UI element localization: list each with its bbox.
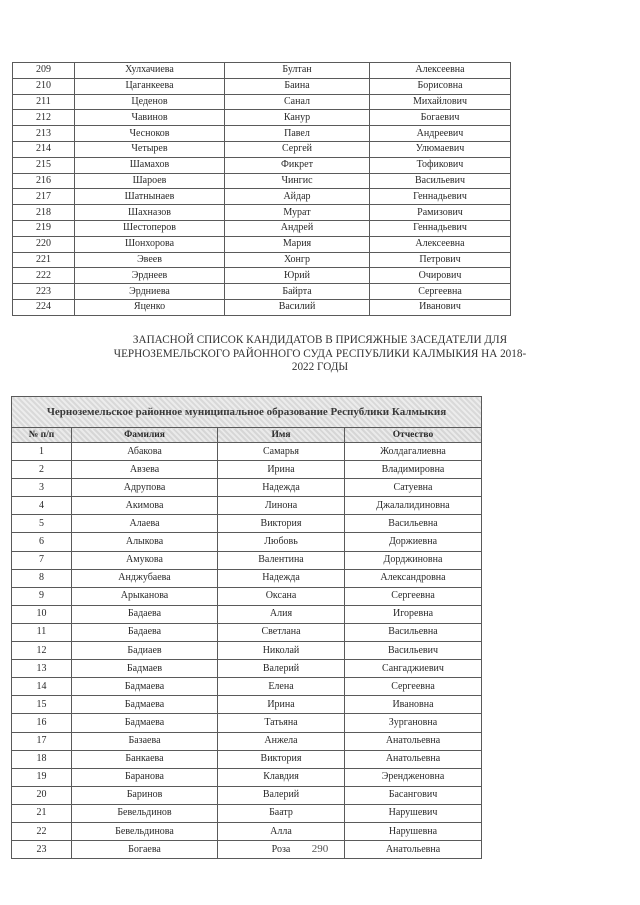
row-number-cell: 211	[13, 94, 75, 110]
surname-cell: Анджубаева	[72, 569, 218, 587]
table-row	[13, 236, 511, 252]
patronymic-cell: Зургановна	[345, 714, 482, 732]
table-row	[13, 126, 511, 142]
first-name-cell: Алия	[218, 605, 345, 623]
row-number-cell: 216	[13, 173, 75, 189]
first-name-cell: Байрта	[225, 284, 370, 300]
patronymic-cell: Нарушевна	[345, 822, 482, 840]
row-number-cell: 215	[13, 157, 75, 173]
patronymic-cell: Михайлович	[370, 94, 511, 110]
surname-cell: Богаева	[72, 841, 218, 859]
table-row	[13, 284, 511, 300]
row-number-cell: 213	[13, 126, 75, 142]
table-row	[13, 173, 511, 189]
page-number: 290	[311, 843, 329, 855]
row-number-cell: 3	[12, 479, 72, 497]
surname-cell: Чавинов	[75, 110, 225, 126]
first-name-cell: Чингис	[225, 173, 370, 189]
row-number-cell: 223	[13, 284, 75, 300]
first-name-cell: Надежда	[218, 479, 345, 497]
candidates-table-body	[13, 63, 511, 316]
table-row	[13, 268, 511, 284]
row-number-cell: 17	[12, 732, 72, 750]
row-number-cell: 16	[12, 714, 72, 732]
table-row	[12, 714, 482, 732]
patronymic-cell: Ивановна	[345, 696, 482, 714]
row-number-cell: 7	[12, 551, 72, 569]
table-row	[12, 443, 482, 461]
surname-cell: Шахназов	[75, 205, 225, 221]
patronymic-cell: Рамизович	[370, 205, 511, 221]
first-name-cell: Надежда	[218, 569, 345, 587]
first-name-cell: Баина	[225, 78, 370, 94]
patronymic-cell: Геннадьевич	[370, 220, 511, 236]
surname-cell: Бадмаева	[72, 714, 218, 732]
table-row	[13, 157, 511, 173]
first-name-cell: Фикрет	[225, 157, 370, 173]
first-name-cell: Елена	[218, 678, 345, 696]
surname-cell: Акимова	[72, 497, 218, 515]
first-name-cell: Виктория	[218, 515, 345, 533]
row-number-cell: 212	[13, 110, 75, 126]
surname-cell: Амукова	[72, 551, 218, 569]
patronymic-cell: Алексеевна	[370, 236, 511, 252]
patronymic-cell: Андреевич	[370, 126, 511, 142]
col-header-number: № п/п	[12, 428, 72, 443]
surname-cell: Хулхачиева	[75, 63, 225, 79]
surname-cell: Бадаева	[72, 605, 218, 623]
table-row	[12, 750, 482, 768]
patronymic-cell: Сергеевна	[370, 284, 511, 300]
municipality-banner-row	[12, 397, 482, 428]
surname-cell: Бадиаев	[72, 642, 218, 660]
row-number-cell: 217	[13, 189, 75, 205]
surname-cell: Шамахов	[75, 157, 225, 173]
heading-line-1: ЗАПАСНОЙ СПИСОК КАНДИДАТОВ В ПРИСЯЖНЫЕ ЗАСЕДАТЕЛИ ДЛЯ	[132, 334, 508, 346]
surname-cell: Шестоперов	[75, 220, 225, 236]
table-row	[13, 220, 511, 236]
row-number-cell: 218	[13, 205, 75, 221]
first-name-cell: Самарья	[218, 443, 345, 461]
surname-cell: Эрдниева	[75, 284, 225, 300]
surname-cell: Цеденов	[75, 94, 225, 110]
table-row	[12, 822, 482, 840]
patronymic-cell: Сатуевна	[345, 479, 482, 497]
table-row	[13, 205, 511, 221]
surname-cell: Цаганкеева	[75, 78, 225, 94]
row-number-cell: 214	[13, 141, 75, 157]
patronymic-cell: Анатольевна	[345, 732, 482, 750]
first-name-cell: Валентина	[218, 551, 345, 569]
table-row	[12, 732, 482, 750]
table-row	[13, 94, 511, 110]
row-number-cell: 210	[13, 78, 75, 94]
table-row	[12, 768, 482, 786]
surname-cell: Алыкова	[72, 533, 218, 551]
first-name-cell: Санал	[225, 94, 370, 110]
surname-cell: Банкаева	[72, 750, 218, 768]
patronymic-cell: Анатольевна	[345, 750, 482, 768]
row-number-cell: 221	[13, 252, 75, 268]
patronymic-cell: Петрович	[370, 252, 511, 268]
table-row	[12, 804, 482, 822]
surname-cell: Яценко	[75, 299, 225, 315]
first-name-cell: Виктория	[218, 750, 345, 768]
first-name-cell: Бултан	[225, 63, 370, 79]
row-number-cell: 13	[12, 660, 72, 678]
surname-cell: Бадаева	[72, 623, 218, 641]
patronymic-cell: Басангович	[345, 786, 482, 804]
patronymic-cell: Геннадьевич	[370, 189, 511, 205]
first-name-cell: Павел	[225, 126, 370, 142]
table-row	[12, 660, 482, 678]
row-number-cell: 2	[12, 461, 72, 479]
row-number-cell: 224	[13, 299, 75, 315]
row-number-cell: 22	[12, 822, 72, 840]
surname-cell: Баринов	[72, 786, 218, 804]
patronymic-cell: Васильевна	[345, 623, 482, 641]
surname-cell: Адрупова	[72, 479, 218, 497]
patronymic-cell: Васильевич	[370, 173, 511, 189]
table-row	[12, 533, 482, 551]
patronymic-cell: Жолдагалиевна	[345, 443, 482, 461]
patronymic-cell: Иванович	[370, 299, 511, 315]
first-name-cell: Линона	[218, 497, 345, 515]
row-number-cell: 6	[12, 533, 72, 551]
first-name-cell: Сергей	[225, 141, 370, 157]
row-number-cell: 4	[12, 497, 72, 515]
first-name-cell: Мурат	[225, 205, 370, 221]
patronymic-cell: Сангаджиевич	[345, 660, 482, 678]
reserve-list-heading	[0, 334, 640, 375]
table-row	[12, 569, 482, 587]
table-row	[12, 642, 482, 660]
row-number-cell: 219	[13, 220, 75, 236]
table-row	[12, 605, 482, 623]
surname-cell: Бевельдинова	[72, 822, 218, 840]
patronymic-cell: Очирович	[370, 268, 511, 284]
patronymic-cell: Доржиевна	[345, 533, 482, 551]
patronymic-cell: Эрендженовна	[345, 768, 482, 786]
row-number-cell: 11	[12, 623, 72, 641]
surname-cell: Эвеев	[75, 252, 225, 268]
table-row	[13, 252, 511, 268]
patronymic-cell: Улюмаевич	[370, 141, 511, 157]
first-name-cell: Ирина	[218, 461, 345, 479]
first-name-cell: Мария	[225, 236, 370, 252]
surname-cell: Алаева	[72, 515, 218, 533]
row-number-cell: 20	[12, 786, 72, 804]
table-row	[12, 623, 482, 641]
row-number-cell: 5	[12, 515, 72, 533]
table-row	[13, 189, 511, 205]
row-number-cell: 9	[12, 587, 72, 605]
first-name-cell: Валерий	[218, 660, 345, 678]
table-row	[13, 110, 511, 126]
first-name-cell: Андрей	[225, 220, 370, 236]
reserve-table-body	[12, 443, 482, 859]
surname-cell: Арыканова	[72, 587, 218, 605]
row-number-cell: 222	[13, 268, 75, 284]
first-name-cell: Баатр	[218, 804, 345, 822]
row-number-cell: 14	[12, 678, 72, 696]
first-name-cell: Василий	[225, 299, 370, 315]
table-row	[12, 696, 482, 714]
patronymic-cell: Борисовна	[370, 78, 511, 94]
surname-cell: Бадмаева	[72, 696, 218, 714]
row-number-cell: 21	[12, 804, 72, 822]
patronymic-cell: Нарушевич	[345, 804, 482, 822]
patronymic-cell: Сергеевна	[345, 678, 482, 696]
patronymic-cell: Джалалидиновна	[345, 497, 482, 515]
table-row	[13, 299, 511, 315]
surname-cell: Четырев	[75, 141, 225, 157]
first-name-cell: Любовь	[218, 533, 345, 551]
surname-cell: Баранова	[72, 768, 218, 786]
patronymic-cell: Тофикович	[370, 157, 511, 173]
table-row	[13, 141, 511, 157]
surname-cell: Шароев	[75, 173, 225, 189]
first-name-cell: Роза	[218, 841, 345, 859]
patronymic-cell: Игоревна	[345, 605, 482, 623]
table-row	[12, 551, 482, 569]
first-name-cell: Клавдия	[218, 768, 345, 786]
patronymic-cell: Владимировна	[345, 461, 482, 479]
table-row	[12, 587, 482, 605]
col-header-patronymic: Отчество	[345, 428, 482, 443]
table-row	[12, 678, 482, 696]
patronymic-cell: Васильевич	[345, 642, 482, 660]
row-number-cell: 220	[13, 236, 75, 252]
table-row	[12, 461, 482, 479]
surname-cell: Чесноков	[75, 126, 225, 142]
first-name-cell: Татьяна	[218, 714, 345, 732]
col-header-surname: Фамилия	[72, 428, 218, 443]
row-number-cell: 1	[12, 443, 72, 461]
surname-cell: Шонхорова	[75, 236, 225, 252]
row-number-cell: 12	[12, 642, 72, 660]
patronymic-cell: Анатольевна	[345, 841, 482, 859]
surname-cell: Эрднеев	[75, 268, 225, 284]
row-number-cell: 8	[12, 569, 72, 587]
patronymic-cell: Алексеевна	[370, 63, 511, 79]
heading-line-3: 2022 ГОДЫ	[291, 361, 349, 373]
first-name-cell: Айдар	[225, 189, 370, 205]
surname-cell: Шатнынаев	[75, 189, 225, 205]
first-name-cell: Юрий	[225, 268, 370, 284]
row-number-cell: 209	[13, 63, 75, 79]
first-name-cell: Алла	[218, 822, 345, 840]
patronymic-cell: Александровна	[345, 569, 482, 587]
column-header-row	[12, 428, 482, 443]
reserve-candidates-table	[11, 396, 482, 859]
first-name-cell: Оксана	[218, 587, 345, 605]
table-row	[12, 497, 482, 515]
patronymic-cell: Богаевич	[370, 110, 511, 126]
patronymic-cell: Дорджиновна	[345, 551, 482, 569]
surname-cell: Бадмаев	[72, 660, 218, 678]
table-row	[12, 479, 482, 497]
surname-cell: Авзева	[72, 461, 218, 479]
table-row	[12, 515, 482, 533]
row-number-cell: 18	[12, 750, 72, 768]
patronymic-cell: Сергеевна	[345, 587, 482, 605]
row-number-cell: 10	[12, 605, 72, 623]
candidates-table-continued	[12, 62, 511, 316]
first-name-cell: Ирина	[218, 696, 345, 714]
first-name-cell: Анжела	[218, 732, 345, 750]
surname-cell: Бадмаева	[72, 678, 218, 696]
row-number-cell: 23	[12, 841, 72, 859]
municipality-banner: Черноземельское районное муниципальное образование Республики Калмыкия	[12, 397, 482, 428]
first-name-cell: Хонгр	[225, 252, 370, 268]
surname-cell: Базаева	[72, 732, 218, 750]
row-number-cell: 15	[12, 696, 72, 714]
table-row	[13, 63, 511, 79]
first-name-cell: Светлана	[218, 623, 345, 641]
patronymic-cell: Васильевна	[345, 515, 482, 533]
surname-cell: Абакова	[72, 443, 218, 461]
first-name-cell: Валерий	[218, 786, 345, 804]
col-header-name: Имя	[218, 428, 345, 443]
table-row	[12, 786, 482, 804]
first-name-cell: Кануp	[225, 110, 370, 126]
heading-line-2: ЧЕРНОЗЕМЕЛЬСКОГО РАЙОННОГО СУДА РЕСПУБЛИКИ КАЛМЫКИЯ НА 2018-	[113, 347, 527, 360]
first-name-cell: Николай	[218, 642, 345, 660]
surname-cell: Бевельдинов	[72, 804, 218, 822]
row-number-cell: 19	[12, 768, 72, 786]
table-row	[13, 78, 511, 94]
